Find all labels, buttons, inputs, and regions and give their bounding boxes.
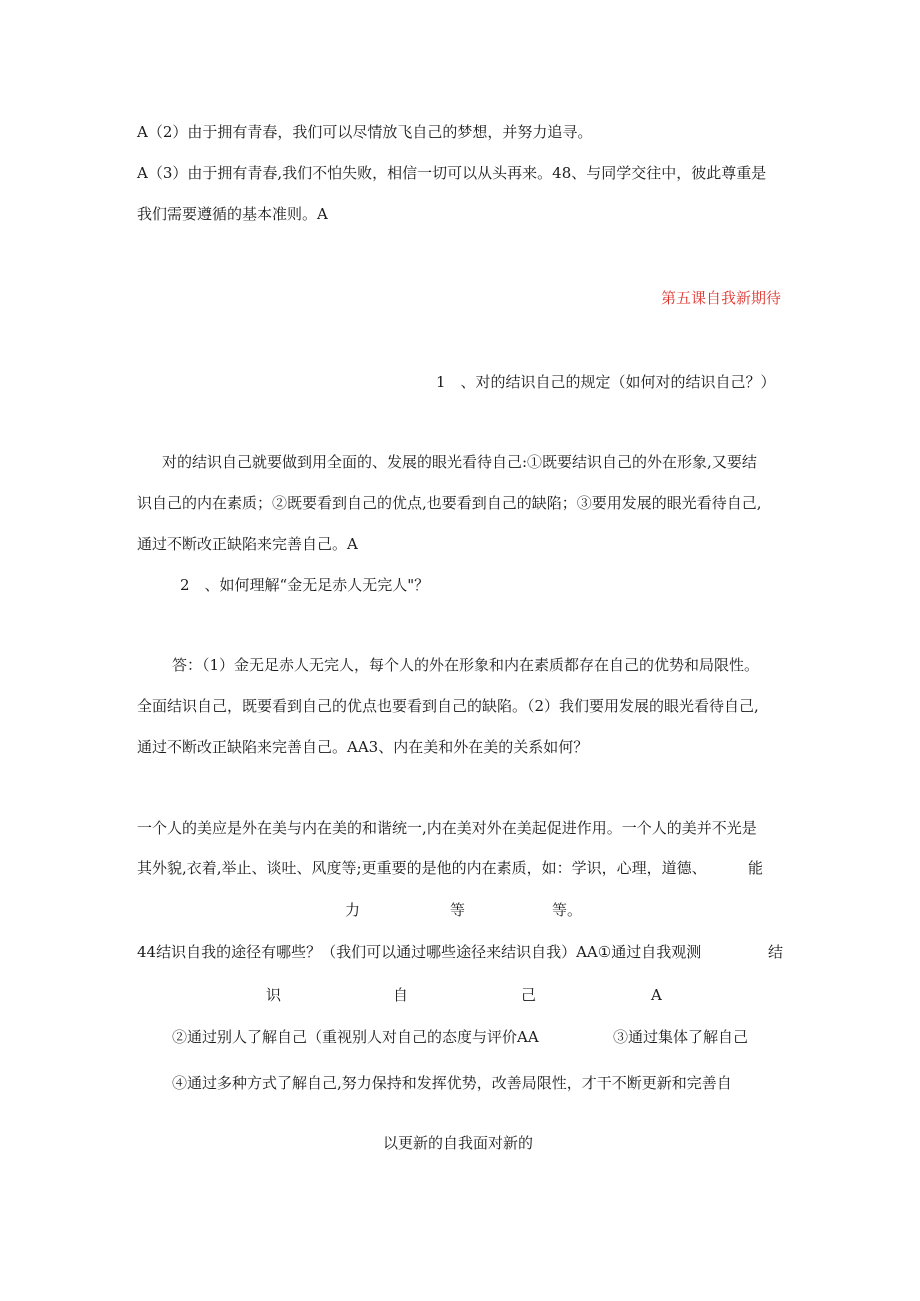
text-fragment: 自 (393, 986, 409, 1004)
question-heading: 1 、对的结识自己的规定（如何对的结识自己？） (436, 373, 776, 391)
text-line: 对的结识自己就要做到用全面的、发展的眼光看待自己:①既要结识自己的外在形象,又要结 (162, 453, 757, 471)
text-fragment: 等 (450, 901, 466, 919)
text-fragment: 结 (768, 943, 784, 961)
text-line: 识自己的内在素质；②既要看到自己的优点,也要看到自己的缺陷；③要用发展的眼光看待自己, (137, 494, 762, 512)
text-line: 我们需要遵循的基本准则。A (137, 205, 328, 223)
text-line: 其外貌,衣着,举止、谈吐、风度等;更重要的是他的内在素质，如：学识，心理，道德、 (137, 859, 707, 877)
text-line: 答：（1）金无足赤人无完人，每个人的外在形象和内在素质都存在自己的优势和局限性。 (172, 656, 760, 674)
text-line: A（3）由于拥有青春,我们不怕失败，相信一切可以从头再来。48、与同学交往中，彼此尊重是 (137, 164, 767, 182)
text-fragment: 等。 (552, 901, 583, 919)
text-fragment: 识 (266, 986, 282, 1004)
text-line: ④通过多种方式了解自己,努力保持和发挥优势，改善局限性，才干不断更新和完善自 (172, 1074, 732, 1092)
text-line: 44结识自我的途径有哪些？（我们可以通过哪些途径来结识自我）AA①通过自我观测 (137, 943, 702, 961)
text-fragment: 己 (521, 986, 537, 1004)
text-fragment: A (651, 986, 662, 1004)
text-line: 全面结识自己，既要看到自己的优点也要看到自己的缺陷。（2）我们要用发展的眼光看待自己, (137, 697, 759, 715)
text-fragment: 能 (748, 859, 764, 877)
text-fragment: 力 (345, 901, 361, 919)
text-line: 通过不断改正缺陷来完善自己。AA3、内在美和外在美的关系如何？ (137, 738, 589, 756)
text-line: ②通过别人了解自己（重视别人对自己的态度与评价AA (172, 1028, 539, 1046)
text-line: 以更新的自我面对新的 (383, 1134, 534, 1152)
text-line: 通过不断改正缺陷来完善自己。A (137, 535, 358, 553)
text-line: ③通过集体了解自己 (613, 1028, 749, 1046)
lesson-title: 第五课自我新期待 (661, 289, 782, 307)
text-line: 一个人的美应是外在美与内在美的和谐统一,内在美对外在美起促进作用。一个人的美并不光是 (137, 819, 757, 837)
question-heading: 2 、如何理解“金无足赤人无完人"？ (180, 576, 430, 594)
text-line: A（2）由于拥有青春，我们可以尽情放飞自己的梦想，并努力追寻。 (137, 123, 593, 141)
